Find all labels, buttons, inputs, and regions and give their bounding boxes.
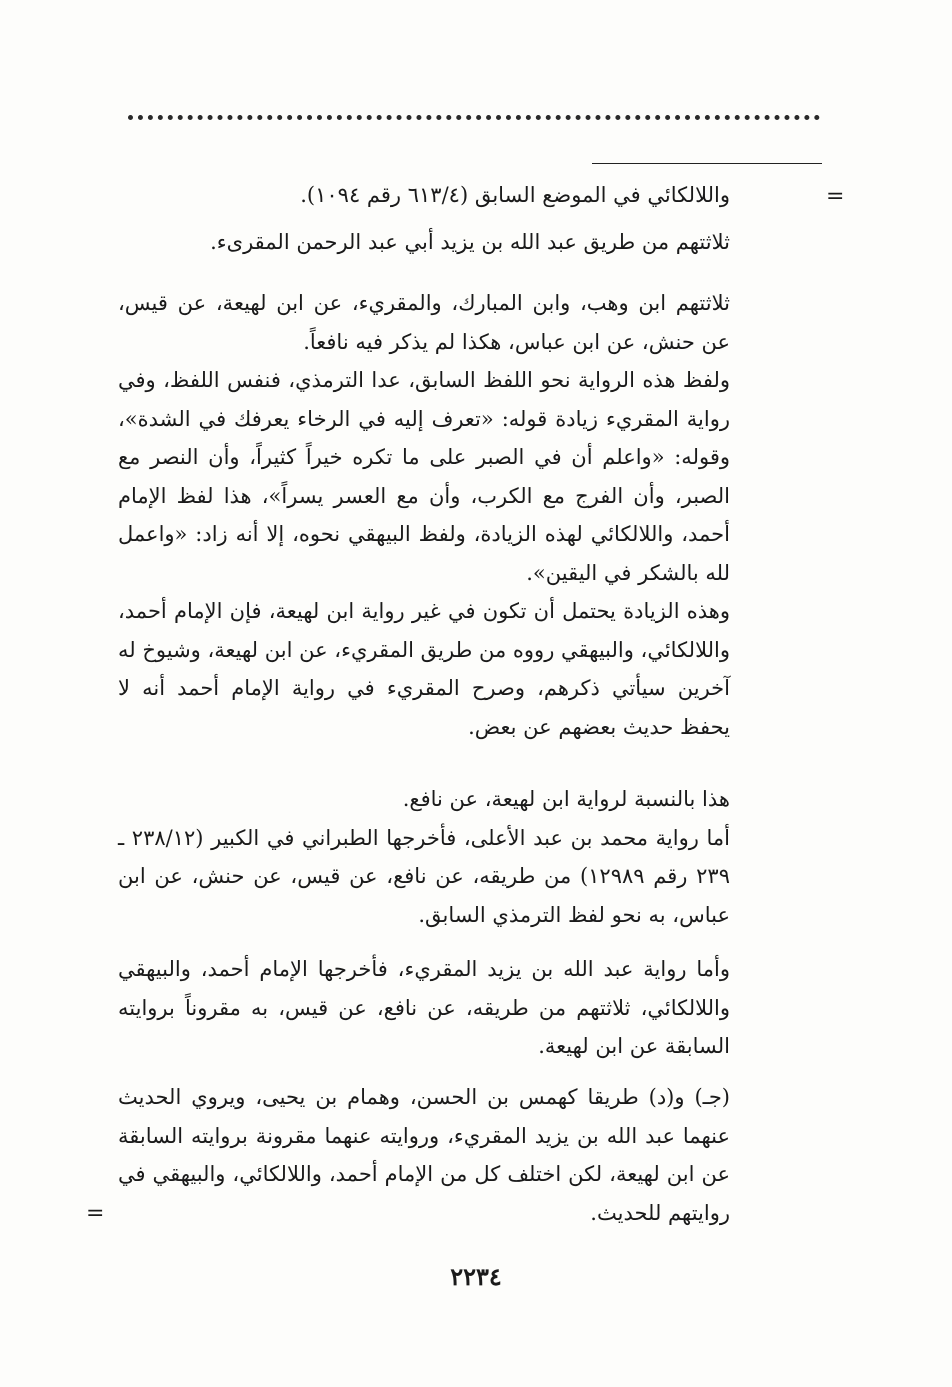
footnote-paragraph: أما رواية محمد بن عبد الأعلى، فأخرجها الطبراني في الكبير (٢٣٨/١٢ ـ ٢٣٩ رقم ١٢٩٨٩) من طريقه، عن نافع، عن قيس، عن حنش، عن ابن عباس، به نحو لفظ الترمذي السابق.: [118, 825, 731, 927]
dotted-separator: [128, 115, 820, 120]
continuation-mark-bottom: =: [86, 1201, 105, 1226]
footnote-text-block-1: [118, 176, 730, 261]
footnote-text-block-4: [118, 950, 730, 1066]
footnote-paragraph: وأما رواية عبد الله بن يزيد المقريء، فأخرجها الإمام أحمد، والبيهقي واللالكائي، ثلاثتهم من طريقه، عن نافع، عن قيس، به مقروناً بروايته السابقة عن ابن لهيعة.: [118, 957, 730, 1058]
footnote-line: واللالكائي في الموضع السابق (٦١٣/٤ رقم ١٠٩٤).: [300, 183, 730, 207]
footnote-paragraph: (جـ) و(د) طريقا كهمس بن الحسن، وهمام بن يحيى، ويروي الحديث عنهما عبد الله بن يزيد المقريء، وروايته عنهما مقرونة بروايته السابقة عن ابن لهيعة، لكن اختلف كل من الإمام أحمد، واللالكائي، والبيهقي في روايتهم للحديث.: [118, 1085, 730, 1225]
footnote-text-block-2: [118, 284, 730, 746]
footnote-text-block-5: [118, 1078, 730, 1232]
footnote-paragraph: هذا بالنسبة لرواية ابن لهيعة، عن نافع.: [402, 787, 730, 811]
footnote-rule: [592, 163, 822, 164]
footnote-text-block-3: [118, 780, 730, 934]
page-number: ٢٢٣٤: [450, 1262, 502, 1291]
continuation-mark-top: =: [826, 184, 845, 209]
footnote-line: ثلاثتهم من طريق عبد الله بن يزيد أبي عبد الرحمن المقرىء.: [210, 229, 730, 254]
footnote-paragraph: ولفظ هذه الرواية نحو اللفظ السابق، عدا الترمذي، فنفس اللفظ، وفي رواية المقريء زيادة قوله: «تعرف إليه في الرخاء يعرفك في الشدة»، وقوله: «واعلم أن في الصبر على ما تكره خيراً كثيراً، وأن النصر مع الصبر، وأن الفرج مع الكرب، وأن مع العسر يسراً»، هذا لفظ الإمام أحمد، واللالكائي لهذه الزيادة، ولفظ البيهقي نحوه، إلا أنه زاد: «واعمل لله بالشكر في اليقين».: [118, 368, 730, 585]
footnote-paragraph: ثلاثتهم ابن وهب، وابن المبارك، والمقريء، عن ابن لهيعة، عن قيس، عن حنش، عن ابن عباس، هكذا لم يذكر فيه نافعاً.: [118, 291, 730, 354]
footnote-paragraph: وهذه الزيادة يحتمل أن تكون في غير رواية ابن لهيعة، فإن الإمام أحمد، واللالكائي، والبيهقي رووه من طريق المقريء، عن ابن لهيعة، وشيوخ له آخرين سيأتي ذكرهم، وصرح المقريء في رواية الإمام أحمد أنه لا يحفظ حديث بعضهم عن بعض.: [118, 599, 730, 739]
